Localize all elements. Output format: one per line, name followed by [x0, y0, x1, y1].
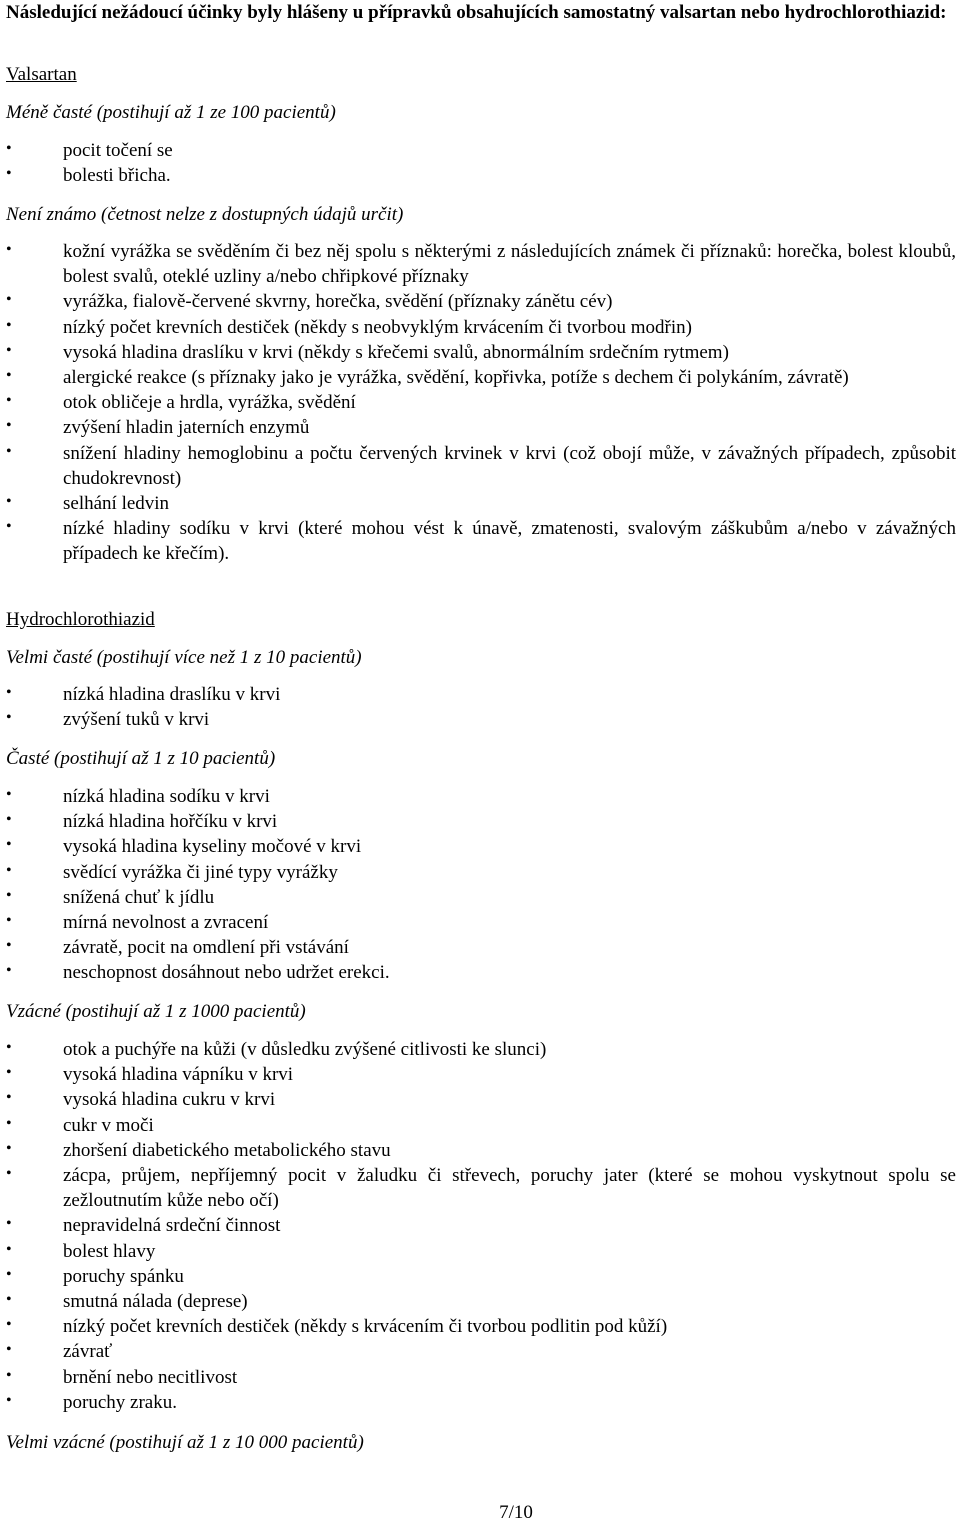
- list-item: • závratě, pocit na omdlení při vstávání: [0, 935, 956, 960]
- list-item: • mírná nevolnost a zvracení: [0, 910, 956, 935]
- list-item: • pocit točení se: [0, 138, 956, 163]
- list-item: • cukr v moči: [0, 1113, 956, 1138]
- frequency-unknown: Není známo (četnost nelze z dostupných údajů určit): [6, 204, 404, 225]
- list-uncommon-valsartan: [0, 138, 956, 188]
- list-item: • selhání ledvin: [0, 491, 956, 516]
- list-unknown-valsartan: [0, 239, 956, 567]
- page-heading: Následující nežádoucí účinky byly hlášeny u přípravků obsahujících samostatný valsartan nebo hydrochlorothiazid:: [6, 2, 947, 23]
- frequency-uncommon: Méně časté (postihují až 1 ze 100 pacientů): [6, 102, 336, 123]
- list-item: • snížení hladiny hemoglobinu a počtu červených krvinek v krvi (což obojí může, v závažných případech, způsobit chudokrevnost): [0, 441, 956, 491]
- list-item: • nízká hladina draslíku v krvi: [0, 682, 956, 707]
- section-title-hydrochlorothiazid: Hydrochlorothiazid: [6, 609, 155, 630]
- list-item: • nízká hladina sodíku v krvi: [0, 784, 956, 809]
- list-common-hct: [0, 784, 956, 986]
- list-item: • nízký počet krevních destiček (někdy s krvácením či tvorbou podlitin pod kůží): [0, 1314, 956, 1339]
- list-item: • otok obličeje a hrdla, vyrážka, svědění: [0, 390, 956, 415]
- frequency-very-rare: Velmi vzácné (postihují až 1 z 10 000 pacientů): [6, 1432, 364, 1453]
- list-item: • nízká hladina hořčíku v krvi: [0, 809, 956, 834]
- list-item: • bolesti břicha.: [0, 163, 956, 188]
- list-item: • smutná nálada (deprese): [0, 1289, 956, 1314]
- list-very-common-hct: [0, 682, 956, 732]
- list-item: • brnění nebo necitlivost: [0, 1365, 956, 1390]
- frequency-very-common: Velmi časté (postihují více než 1 z 10 pacientů): [6, 647, 362, 668]
- page-number: 7/10: [499, 1502, 533, 1523]
- list-rare-hct: [0, 1037, 956, 1415]
- list-item: • otok a puchýře na kůži (v důsledku zvýšené citlivosti ke slunci): [0, 1037, 956, 1062]
- list-item: • poruchy zraku.: [0, 1390, 956, 1415]
- list-item: • bolest hlavy: [0, 1239, 956, 1264]
- list-item: • poruchy spánku: [0, 1264, 956, 1289]
- section-title-valsartan: Valsartan: [6, 64, 77, 85]
- list-item: • nepravidelná srdeční činnost: [0, 1213, 956, 1238]
- list-item: • zhoršení diabetického metabolického stavu: [0, 1138, 956, 1163]
- list-item: • vyrážka, fialově-červené skvrny, horečka, svědění (příznaky zánětu cév): [0, 289, 956, 314]
- frequency-rare: Vzácné (postihují až 1 z 1000 pacientů): [6, 1001, 306, 1022]
- list-item: • nízký počet krevních destiček (někdy s neobvyklým krvácením či tvorbou modřin): [0, 315, 956, 340]
- list-item: • nízké hladiny sodíku v krvi (které mohou vést k únavě, zmatenosti, svalovým záškubům a/nebo v závažných případech ke křečím).: [0, 516, 956, 566]
- list-item: • kožní vyrážka se svěděním či bez něj spolu s některými z následujících známek či příznaků: horečka, bolest kloubů, bolest svalů, oteklé uzliny a/nebo chřipkové příznaky: [0, 239, 956, 289]
- list-item: • vysoká hladina vápníku v krvi: [0, 1062, 956, 1087]
- list-item: • snížená chuť k jídlu: [0, 885, 956, 910]
- list-item: • závrať: [0, 1339, 956, 1364]
- list-item: • alergické reakce (s příznaky jako je vyrážka, svědění, kopřivka, potíže s dechem či polykáním, závratě): [0, 365, 956, 390]
- list-item: • zvýšení hladin jaterních enzymů: [0, 415, 956, 440]
- list-item: • neschopnost dosáhnout nebo udržet erekci.: [0, 960, 956, 985]
- list-item: • vysoká hladina kyseliny močové v krvi: [0, 834, 956, 859]
- list-item: • svědící vyrážka či jiné typy vyrážky: [0, 860, 956, 885]
- list-item: • zvýšení tuků v krvi: [0, 707, 956, 732]
- list-item: • zácpa, průjem, nepříjemný pocit v žaludku či střevech, poruchy jater (které se mohou vyskytnout spolu se zežloutnutím kůže nebo očí): [0, 1163, 956, 1213]
- list-item: • vysoká hladina cukru v krvi: [0, 1087, 956, 1112]
- frequency-common: Časté (postihují až 1 z 10 pacientů): [6, 748, 276, 769]
- list-item: • vysoká hladina draslíku v krvi (někdy s křečemi svalů, abnormálním srdečním rytmem): [0, 340, 956, 365]
